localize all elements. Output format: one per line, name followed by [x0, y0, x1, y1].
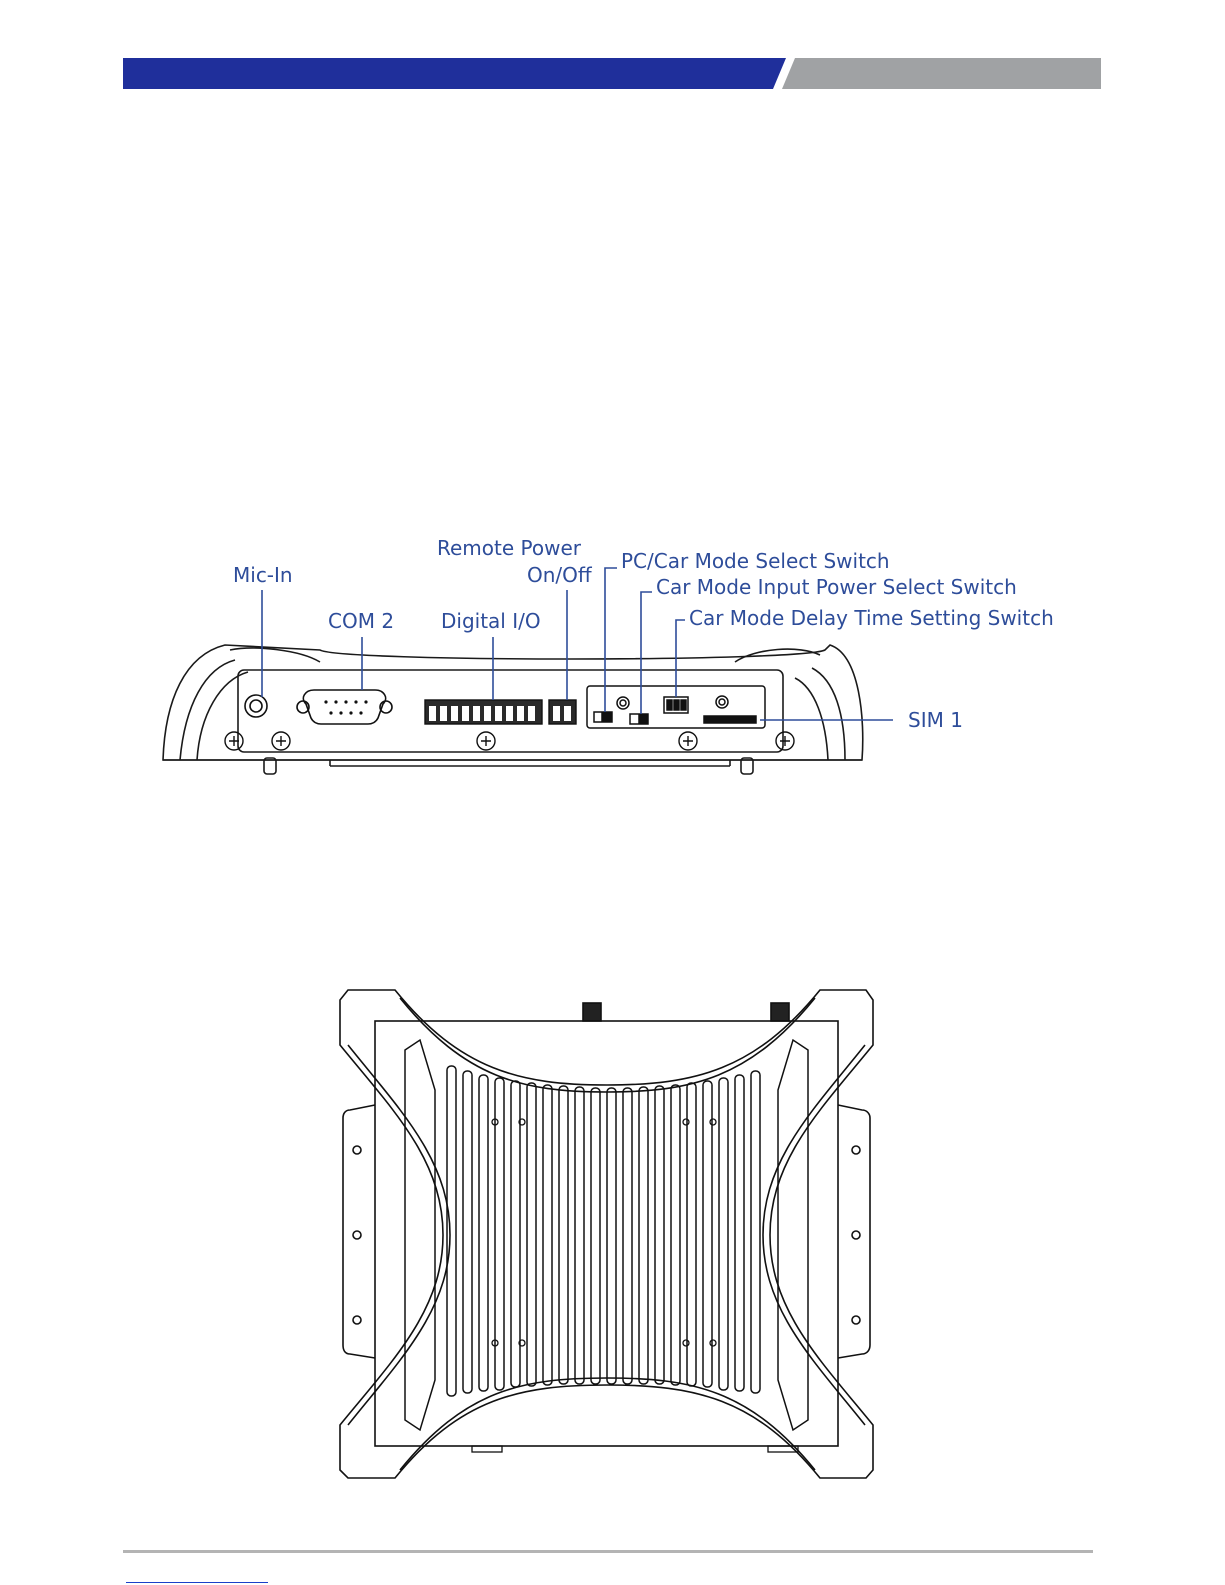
footer-link-underline[interactable] — [126, 1582, 268, 1583]
label-digital-io: Digital I/O — [441, 609, 541, 633]
label-car-input-power: Car Mode Input Power Select Switch — [656, 575, 1017, 599]
label-remote-power-2: On/Off — [527, 563, 592, 587]
antenna-connector-left — [583, 1003, 601, 1021]
label-remote-power-1: Remote Power — [437, 536, 581, 560]
label-sim1: SIM 1 — [908, 708, 963, 732]
label-car-delay-time: Car Mode Delay Time Setting Switch — [689, 606, 1054, 630]
footer-rule — [123, 1550, 1093, 1553]
label-com2: COM 2 — [328, 609, 395, 633]
antenna-connector-right — [771, 1003, 789, 1021]
label-pc-car-mode: PC/Car Mode Select Switch — [621, 549, 890, 573]
mounting-holes — [492, 1119, 716, 1346]
label-mic-in: Mic-In — [233, 563, 293, 587]
heatsink-fins — [405, 1040, 808, 1430]
